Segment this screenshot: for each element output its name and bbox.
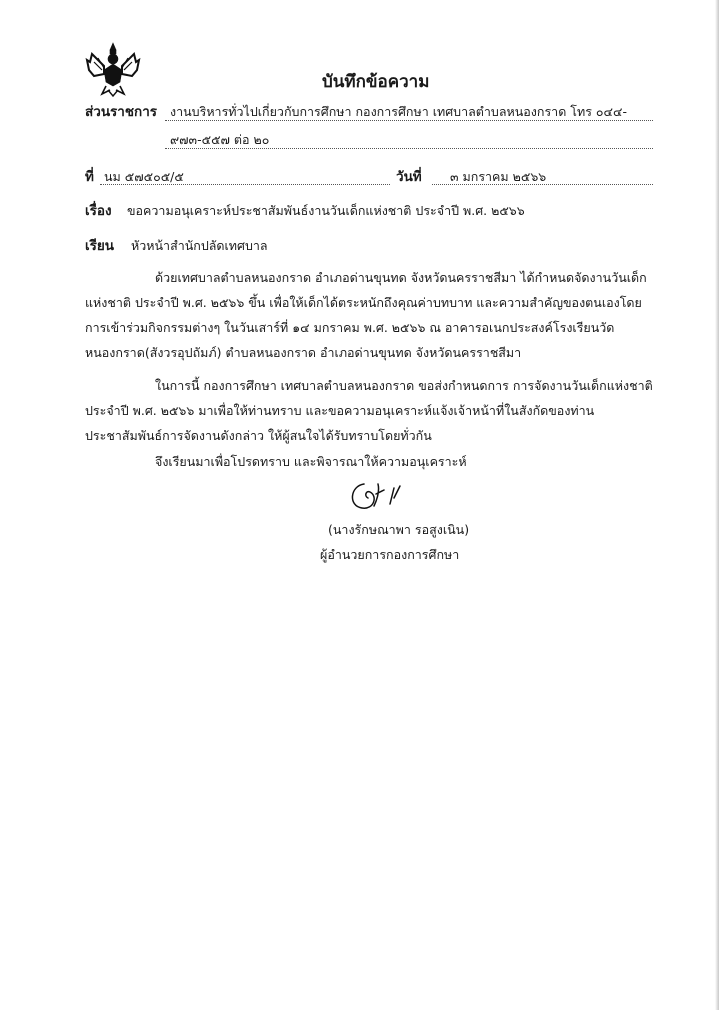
para1-line: ด้วยเทศบาลตำบลหนองกราด อำเภอด่านขุนทด จังหวัดนครราชสีมา ได้กำหนดจัดงานวันเด็ก bbox=[155, 270, 647, 285]
agency-dotted-line-2 bbox=[165, 148, 653, 149]
ref-label: ที่ bbox=[85, 169, 94, 185]
ref-value: นม ๕๗๕๐๕/๕ bbox=[104, 169, 184, 184]
ref-dotted-line bbox=[100, 184, 390, 185]
closing-line: จึงเรียนมาเพื่อโปรดทราบ และพิจารณาให้ความอนุเคราะห์ bbox=[155, 454, 467, 469]
subject-label: เรื่อง bbox=[85, 203, 112, 219]
para1-line: แห่งชาติ ประจำปี พ.ศ. ๒๕๖๖ ขึ้น เพื่อให้เด็กได้ตระหนักถึงคุณค่าบทบาท และความสำคัญของตนเองโดย bbox=[85, 295, 642, 310]
to-value: หัวหน้าสำนักปลัดเทศบาล bbox=[131, 238, 268, 253]
page-edge-shadow bbox=[715, 0, 719, 1010]
agency-line-1: งานบริหารทั่วไปเกี่ยวกับการศึกษา กองการศึกษา เทศบาลตำบลหนองกราด โทร ๐๔๔- bbox=[170, 104, 627, 119]
subject-value: ขอความอนุเคราะห์ประชาสัมพันธ์งานวันเด็กแห่งชาติ ประจำปี พ.ศ. ๒๕๖๖ bbox=[127, 203, 525, 218]
para2-line: ประจำปี พ.ศ. ๒๕๖๖ มาเพื่อให้ท่านทราบ และขอความอนุเคราะห์แจ้งเจ้าหน้าที่ในสังกัดของท่าน bbox=[85, 403, 595, 418]
date-dotted-line bbox=[432, 184, 653, 185]
para1-line: หนองกราด(สังวรอุปถัมภ์) ตำบลหนองกราด อำเภอด่านขุนทด จังหวัดนครราชสีมา bbox=[85, 345, 522, 360]
agency-label: ส่วนราชการ bbox=[85, 104, 158, 120]
para2-line: ประชาสัมพันธ์การจัดงานดังกล่าว ให้ผู้สนใจได้รับทราบโดยทั่วกัน bbox=[85, 428, 432, 443]
to-label: เรียน bbox=[85, 238, 115, 254]
memo-title: บันทึกข้อความ bbox=[322, 72, 430, 92]
agency-dotted-line bbox=[165, 120, 653, 121]
date-value: ๓ มกราคม ๒๕๖๖ bbox=[450, 169, 547, 184]
garuda-emblem-icon bbox=[84, 40, 142, 98]
handwritten-signature bbox=[340, 476, 430, 516]
signer-name: (นางรักษณาพา รอสูงเนิน) bbox=[328, 522, 470, 537]
para1-line: การเข้าร่วมกิจกรรมต่างๆ ในวันเสาร์ที่ ๑๔ มกราคม พ.ศ. ๒๕๖๖ ณ อาคารอเนกประสงค์โรงเรียนวัด bbox=[85, 320, 615, 335]
agency-line-2: ๙๗๓-๕๕๗ ต่อ ๒๐ bbox=[170, 132, 270, 147]
date-label: วันที่ bbox=[396, 169, 422, 185]
para2-line: ในการนี้ กองการศึกษา เทศบาลตำบลหนองกราด ขอส่งกำหนดการ การจัดงานวันเด็กแห่งชาติ bbox=[155, 378, 653, 393]
signer-position: ผู้อำนวยการกองการศึกษา bbox=[320, 547, 460, 562]
